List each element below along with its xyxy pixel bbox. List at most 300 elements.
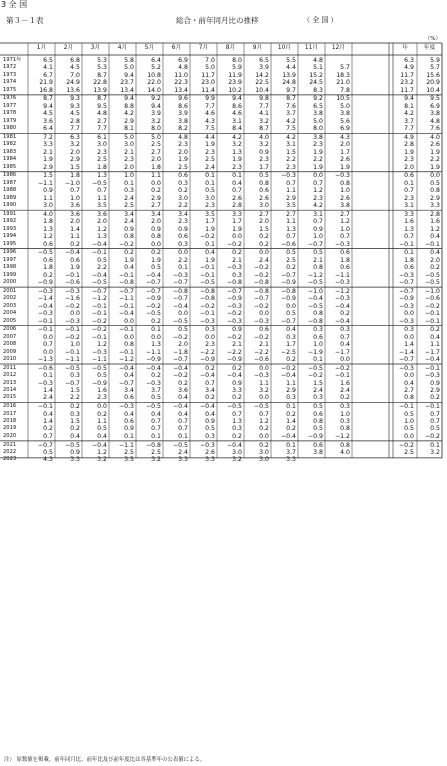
table-cell: 1.9 xyxy=(313,163,323,171)
table-cell: 1.8 xyxy=(43,218,53,226)
table-cell: 20.9 xyxy=(426,79,440,87)
table-cell: 1.2 xyxy=(43,233,53,241)
table-cell: 0.7 xyxy=(286,179,296,187)
table-cell: 5.9 xyxy=(232,64,242,72)
table-cell: 15.6 xyxy=(426,71,440,79)
table-cell: 3.0 xyxy=(178,194,188,202)
table-cell: −0.3 xyxy=(37,310,53,318)
table-cell: 0.0 xyxy=(313,172,323,180)
table-cell: 0.3 xyxy=(340,326,350,334)
year-label: 1998 xyxy=(3,264,17,271)
table-cell: 1.3 xyxy=(43,225,53,233)
table-cell: −0.2 xyxy=(334,364,350,372)
table-cell: 1.0 xyxy=(313,233,323,241)
year-label: 1974 xyxy=(3,79,17,86)
table-cell: 11.0 xyxy=(174,71,188,79)
table-cell: −0.1 xyxy=(91,302,107,310)
table-cell: 13.9 xyxy=(282,71,296,79)
table-cell: 1.0 xyxy=(124,172,134,180)
table-cell: 5.5 xyxy=(286,57,296,64)
table-cell: 0.5 xyxy=(430,179,440,187)
table-cell: 2.5 xyxy=(124,202,134,210)
table-cell: 1.2 xyxy=(97,341,107,349)
table-cell: 0.9 xyxy=(70,448,80,456)
table-cell: 11.7 xyxy=(400,86,414,94)
table-cell: 5.0 xyxy=(124,133,134,141)
table-cell: 0.1 xyxy=(313,355,323,363)
table-cell: 0.4 xyxy=(124,410,134,418)
table-cell: −0.4 xyxy=(172,364,188,372)
table-cell: −0.4 xyxy=(307,295,323,303)
table-cell: 2.7 xyxy=(259,210,269,218)
table-cell: 3.6 xyxy=(70,202,80,210)
year-label: 1981 xyxy=(3,133,17,140)
table-cell: 3.4 xyxy=(124,210,134,218)
table-cell: 9.4 xyxy=(151,102,161,110)
table-cell: 4.4 xyxy=(205,133,215,141)
table-cell: 0.2 xyxy=(232,432,242,440)
year-label: 1999 xyxy=(3,271,17,278)
year-label: 2021 xyxy=(3,441,17,448)
table-cell: −1.9 xyxy=(307,348,323,356)
table-cell: 0.8 xyxy=(124,233,134,241)
table-cell: 0.2 xyxy=(151,249,161,257)
table-cell: 2.0 xyxy=(404,163,414,171)
table-cell: 0.4 xyxy=(404,379,414,387)
table-cell: −0.9 xyxy=(226,355,242,363)
table-cell: −0.4 xyxy=(145,271,161,279)
table-cell: 0.5 xyxy=(178,326,188,334)
table-cell: 3.8 xyxy=(313,110,323,118)
table-cell: 0.7 xyxy=(404,233,414,241)
table-cell: 4.0 xyxy=(259,133,269,141)
table-cell: 8.4 xyxy=(232,125,242,133)
table-cell: 0.5 xyxy=(259,172,269,180)
table-cell: 0.9 xyxy=(178,225,188,233)
column-header: 2月 xyxy=(63,45,74,51)
table-cell: −0.5 xyxy=(37,249,53,257)
table-cell: 0.9 xyxy=(124,425,134,433)
table-cell: −0.3 xyxy=(334,172,350,180)
year-label: 2019 xyxy=(3,425,17,432)
table-cell: −0.3 xyxy=(334,240,350,248)
table-cell: −0.9 xyxy=(307,432,323,440)
table-cell: 0.0 xyxy=(178,310,188,318)
table-cell: −0.3 xyxy=(253,372,269,380)
table-cell: 1.2 xyxy=(313,187,323,195)
table-cell: 2.3 xyxy=(205,202,215,210)
table-cell: 2.7 xyxy=(151,202,161,210)
table-cell: 1.3 xyxy=(151,341,161,349)
table-cell: −0.3 xyxy=(172,271,188,279)
table-cell: 0.6 xyxy=(340,264,350,272)
table-cell: 8.7 xyxy=(43,95,53,103)
table-cell: 9.6 xyxy=(178,95,188,103)
table-cell: 4.2 xyxy=(232,133,242,141)
table-cell: 2.4 xyxy=(259,256,269,264)
table-cell: 0.2 xyxy=(430,264,440,272)
table-cell: 0.6 xyxy=(404,264,414,272)
year-label: 1976 xyxy=(3,95,17,102)
table-cell: 1.0 xyxy=(313,341,323,349)
table-cell: −0.5 xyxy=(91,179,107,187)
table-cell: 2.0 xyxy=(430,256,440,264)
table-cell: 6.3 xyxy=(70,133,80,141)
table-cell: 0.2 xyxy=(232,394,242,402)
table-cell: 1.9 xyxy=(43,156,53,164)
table-cell: −1.0 xyxy=(424,287,440,295)
table-cell: 3.6 xyxy=(97,210,107,218)
table-cell: −0.9 xyxy=(37,279,53,287)
table-cell: 3.1 xyxy=(286,141,296,149)
table-cell: 0.6 xyxy=(259,326,269,334)
table-cell: 2.3 xyxy=(313,194,323,202)
table-cell: −0.1 xyxy=(64,348,80,356)
year-label: 2008 xyxy=(3,341,17,348)
table-cell: 0.2 xyxy=(97,410,107,418)
table-cell: 1.9 xyxy=(430,163,440,171)
table-cell: −0.2 xyxy=(199,302,215,310)
table-cell: 5.7 xyxy=(430,64,440,72)
table-cell: −0.7 xyxy=(64,379,80,387)
table-cell: 3.9 xyxy=(151,110,161,118)
table-cell: 1.8 xyxy=(97,163,107,171)
table-cell: 0.5 xyxy=(97,372,107,380)
table-cell: −0.2 xyxy=(91,326,107,334)
table-cell: 0.9 xyxy=(124,225,134,233)
table-cell: 0.7 xyxy=(313,179,323,187)
year-label: 1992 xyxy=(3,218,17,225)
table-cell: −0.2 xyxy=(199,233,215,241)
table-cell: 3.3 xyxy=(286,456,296,464)
table-cell: 5.7 xyxy=(340,64,350,72)
table-cell: 2.9 xyxy=(124,117,134,125)
table-cell: 3.3 xyxy=(178,456,188,464)
table-cell: 3.8 xyxy=(340,110,350,118)
table-cell: −0.1 xyxy=(424,310,440,318)
table-cell: −0.1 xyxy=(199,310,215,318)
table-cell: 0.5 xyxy=(286,310,296,318)
column-header: 10月 xyxy=(277,45,292,51)
table-cell: 22.8 xyxy=(93,79,107,87)
table-cell: −1.2 xyxy=(91,295,107,303)
table-cell: 4.9 xyxy=(404,64,414,72)
table-cell: 0.7 xyxy=(232,187,242,195)
table-cell: 2.3 xyxy=(404,156,414,164)
table-cell: 1.1 xyxy=(286,379,296,387)
table-cell: 0.6 xyxy=(70,256,80,264)
table-cell: 9.2 xyxy=(313,95,323,103)
table-cell: 0.8 xyxy=(340,425,350,433)
table-cell: 0.7 xyxy=(313,218,323,226)
table-cell: 9.4 xyxy=(124,71,134,79)
table-cell: 3.3 xyxy=(205,456,215,464)
table-cell: 2.5 xyxy=(178,163,188,171)
table-cell: 3.2 xyxy=(232,456,242,464)
table-cell: −1.3 xyxy=(37,355,53,363)
table-cell: 0.3 xyxy=(286,394,296,402)
table-cell: 0.0 xyxy=(259,364,269,372)
table-cell: 8.6 xyxy=(232,102,242,110)
table-cell: 24.9 xyxy=(66,79,80,87)
table-cell: 4.3 xyxy=(205,117,215,125)
table-cell: −0.7 xyxy=(253,295,269,303)
table-cell: 0.6 xyxy=(313,441,323,449)
table-cell: 0.0 xyxy=(259,249,269,257)
table-cell: 0.7 xyxy=(404,187,414,195)
table-cell: 1.9 xyxy=(232,156,242,164)
table-cell: −1.2 xyxy=(334,287,350,295)
table-cell: 2.0 xyxy=(70,218,80,226)
table-cell: −0.3 xyxy=(118,403,134,411)
table-cell: −0.4 xyxy=(199,372,215,380)
table-cell: 0.8 xyxy=(151,233,161,241)
table-cell: 2.8 xyxy=(404,141,414,149)
table-cell: 14.2 xyxy=(255,71,269,79)
table-cell: 3.6 xyxy=(70,210,80,218)
table-cell: 0.1 xyxy=(151,432,161,440)
table-cell: −0.7 xyxy=(118,379,134,387)
table-cell: 0.2 xyxy=(259,441,269,449)
table-cell: −0.3 xyxy=(334,295,350,303)
table-cell: 0.5 xyxy=(97,256,107,264)
table-cell: 7.0 xyxy=(70,71,80,79)
table-cell: 3.5 xyxy=(286,202,296,210)
table-cell: 7.6 xyxy=(430,125,440,133)
table-cell: 23.2 xyxy=(400,79,414,87)
table-cell: 8.0 xyxy=(151,125,161,133)
table-cell: 8.2 xyxy=(178,125,188,133)
table-cell: 9.3 xyxy=(70,95,80,103)
table-cell: −0.3 xyxy=(37,287,53,295)
table-cell: 1.7 xyxy=(340,148,350,156)
year-label: 2010 xyxy=(3,355,17,362)
table-cell: 0.5 xyxy=(313,403,323,411)
table-cell: 4.3 xyxy=(43,456,53,464)
table-cell: 0.2 xyxy=(70,425,80,433)
table-cell: 0.2 xyxy=(430,394,440,402)
table-cell: 0.9 xyxy=(232,326,242,334)
year-label: 1987 xyxy=(3,179,17,186)
table-cell: 1.9 xyxy=(340,163,350,171)
table-cell: −0.5 xyxy=(145,403,161,411)
table-cell: 9.2 xyxy=(151,95,161,103)
table-cell: 2.7 xyxy=(340,210,350,218)
table-cell: −1.7 xyxy=(424,348,440,356)
table-cell: 0.2 xyxy=(340,394,350,402)
table-cell: 2.4 xyxy=(124,194,134,202)
column-header: 11月 xyxy=(304,45,319,51)
table-cell: 0.2 xyxy=(205,364,215,372)
table-cell: −1.1 xyxy=(118,441,134,449)
table-cell: 9.3 xyxy=(70,102,80,110)
table-cell: −0.8 xyxy=(226,279,242,287)
table-cell: 5.8 xyxy=(124,57,134,64)
table-cell: 0.5 xyxy=(97,425,107,433)
table-cell: −0.3 xyxy=(199,441,215,449)
table-cell: −0.4 xyxy=(280,372,296,380)
table-cell: 0.6 xyxy=(43,256,53,264)
table-cell: 0.6 xyxy=(313,333,323,341)
table-cell: 2.9 xyxy=(430,194,440,202)
area-label: （ 全 国 ） xyxy=(303,16,338,24)
table-cell: 0.2 xyxy=(70,403,80,411)
table-cell: 6.1 xyxy=(97,133,107,141)
table-cell: 2.3 xyxy=(124,156,134,164)
table-cell: 8.1 xyxy=(124,125,134,133)
table-cell: 5.0 xyxy=(124,64,134,72)
table-cell: −0.3 xyxy=(280,172,296,180)
table-cell: 1.9 xyxy=(232,225,242,233)
table-cell: 9.4 xyxy=(232,95,242,103)
year-label: 1996 xyxy=(3,249,17,256)
table-cell: −0.9 xyxy=(145,355,161,363)
table-cell: 8.0 xyxy=(232,57,242,64)
table-cell: 1.3 xyxy=(97,233,107,241)
table-cell: 2.0 xyxy=(259,218,269,226)
table-cell: 0.2 xyxy=(430,326,440,334)
table-cell: 0.3 xyxy=(124,187,134,195)
table-cell: 0.5 xyxy=(151,264,161,272)
table-cell: −0.6 xyxy=(253,355,269,363)
table-cell: 0.6 xyxy=(340,249,350,257)
year-label: 1984 xyxy=(3,156,17,163)
table-cell: 0.4 xyxy=(151,410,161,418)
table-cell: −1.8 xyxy=(172,348,188,356)
table-cell: −1.2 xyxy=(307,271,323,279)
table-cell: 11.7 xyxy=(400,71,414,79)
table-cell: −0.7 xyxy=(280,271,296,279)
year-label: 2000 xyxy=(3,279,17,286)
table-cell: 2.1 xyxy=(124,148,134,156)
table-cell: 0.3 xyxy=(232,425,242,433)
table-cell: 0.9 xyxy=(205,417,215,425)
table-cell: 4.5 xyxy=(70,110,80,118)
table-cell: 4.9 xyxy=(404,133,414,141)
table-cell: −0.2 xyxy=(226,310,242,318)
table-cell: −0.9 xyxy=(398,295,414,303)
table-cell: 0.1 xyxy=(286,441,296,449)
table-cell: 0.0 xyxy=(259,310,269,318)
table-cell: −0.1 xyxy=(91,249,107,257)
table-cell: 2.3 xyxy=(313,141,323,149)
table-cell: 1.9 xyxy=(404,148,414,156)
table-cell: 5.2 xyxy=(151,64,161,72)
table-cell: −0.7 xyxy=(172,279,188,287)
table-cell: −0.1 xyxy=(334,372,350,380)
table-cell: −0.3 xyxy=(64,287,80,295)
column-header: 5月 xyxy=(144,45,155,51)
table-cell: 3.0 xyxy=(43,202,53,210)
table-cell: 1.8 xyxy=(43,264,53,272)
table-cell: −2.5 xyxy=(280,348,296,356)
table-cell: 0.5 xyxy=(313,249,323,257)
table-cell: 1.4 xyxy=(286,417,296,425)
table-cell: 7.7 xyxy=(259,102,269,110)
table-cell: −0.2 xyxy=(145,302,161,310)
table-cell: −0.4 xyxy=(226,372,242,380)
table-cell: 1.5 xyxy=(259,225,269,233)
table-cell: 1.5 xyxy=(313,379,323,387)
table-cell: 13.9 xyxy=(93,86,107,94)
table-cell: 2.2 xyxy=(70,394,80,402)
table-cell: 3.4 xyxy=(205,386,215,394)
table-cell: 0.2 xyxy=(286,410,296,418)
table-cell: −1.2 xyxy=(118,355,134,363)
table-cell: 0.1 xyxy=(124,179,134,187)
table-cell: 5.0 xyxy=(151,133,161,141)
table-cell: −0.1 xyxy=(199,264,215,272)
table-cell: −0.3 xyxy=(64,317,80,325)
table-cell: 2.6 xyxy=(340,194,350,202)
table-cell: 13.6 xyxy=(66,86,80,94)
table-cell: −0.2 xyxy=(226,240,242,248)
table-cell: −1.1 xyxy=(64,355,80,363)
table-cell: 4.8 xyxy=(430,117,440,125)
table-cell: 5.0 xyxy=(313,117,323,125)
table-cell: −0.5 xyxy=(424,271,440,279)
table-cell: 4.2 xyxy=(404,110,414,118)
table-cell: 0.1 xyxy=(178,432,188,440)
table-cell: 0.0 xyxy=(205,333,215,341)
table-cell: 0.4 xyxy=(178,394,188,402)
year-label: 1980 xyxy=(3,125,17,132)
table-cell: 2.3 xyxy=(97,394,107,402)
table-cell: 22.0 xyxy=(147,79,161,87)
table-cell: −0.4 xyxy=(118,310,134,318)
table-cell: 1.1 xyxy=(97,417,107,425)
table-cell: 0.9 xyxy=(43,187,53,195)
table-cell: −0.2 xyxy=(253,333,269,341)
table-cell: 6.8 xyxy=(70,57,80,64)
table-cell: 1.9 xyxy=(205,225,215,233)
table-cell: −0.4 xyxy=(226,441,242,449)
table-cell: −0.9 xyxy=(145,295,161,303)
year-label: 1979 xyxy=(3,117,17,124)
table-cell: 2.6 xyxy=(205,448,215,456)
table-cell: 2.7 xyxy=(151,148,161,156)
table-cell: 5.0 xyxy=(205,64,215,72)
table-cell: −0.2 xyxy=(64,302,80,310)
table-cell: −0.6 xyxy=(280,240,296,248)
table-cell: −1.0 xyxy=(307,287,323,295)
table-cell: 8.7 xyxy=(259,125,269,133)
table-cell: 3.5 xyxy=(205,210,215,218)
table-cell: 1.5 xyxy=(286,148,296,156)
table-cell: 7.6 xyxy=(286,102,296,110)
table-cell: 2.3 xyxy=(232,163,242,171)
table-cell: 2.3 xyxy=(97,148,107,156)
table-cell: 1.2 xyxy=(430,225,440,233)
unit-label: （%） xyxy=(424,36,441,42)
table-cell: 0.1 xyxy=(232,172,242,180)
table-cell: 0.2 xyxy=(151,317,161,325)
table-cell: 2.9 xyxy=(286,386,296,394)
table-cell: 0.2 xyxy=(178,379,188,387)
table-cell: 4.2 xyxy=(286,133,296,141)
table-cell: 0.2 xyxy=(232,249,242,257)
table-cell: −0.1 xyxy=(91,333,107,341)
table-cell: 0.3 xyxy=(205,432,215,440)
table-cell: 3.6 xyxy=(178,386,188,394)
table-cell: 24.8 xyxy=(282,79,296,87)
column-header: 3月 xyxy=(90,45,101,51)
table-cell: −0.3 xyxy=(226,317,242,325)
table-cell: 23.0 xyxy=(201,79,215,87)
table-cell: 0.0 xyxy=(286,302,296,310)
table-cell: −0.2 xyxy=(253,264,269,272)
table-cell: 0.3 xyxy=(286,333,296,341)
